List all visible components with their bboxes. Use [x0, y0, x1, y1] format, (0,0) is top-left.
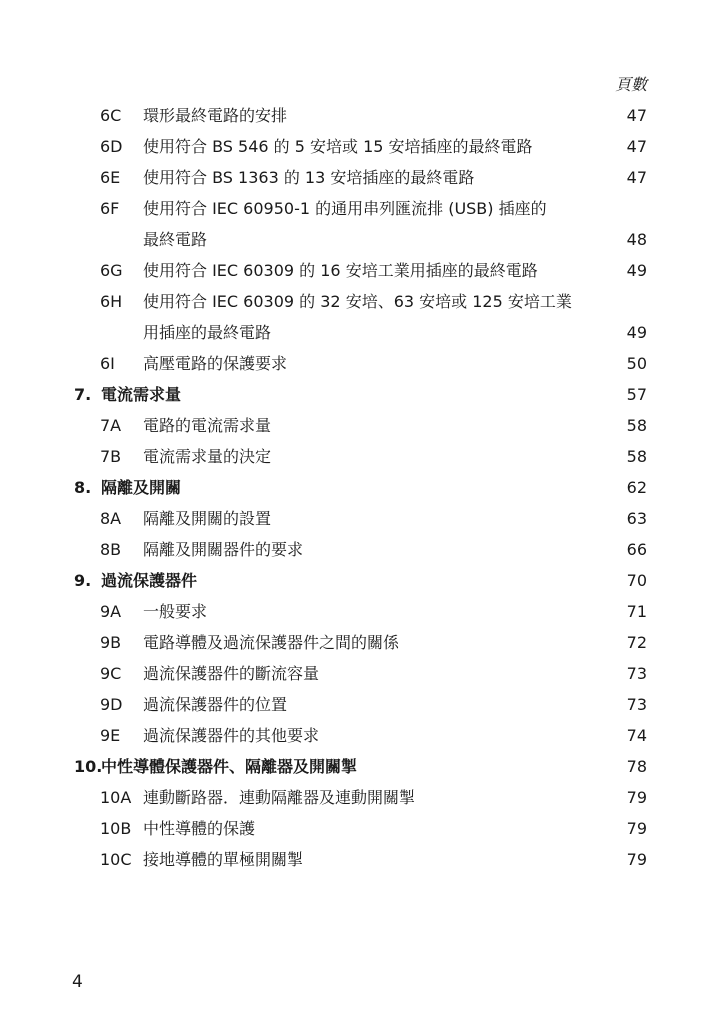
toc-entry-number: 6E: [100, 168, 121, 187]
toc-entry-6i: [0, 348, 721, 379]
toc-chapter-page: 78: [626, 757, 647, 776]
toc-entry-page: 79: [626, 850, 647, 869]
toc-entry-number: 8B: [100, 540, 122, 559]
toc-entry-number: 9E: [100, 726, 121, 745]
toc-entry-9c: [0, 658, 721, 689]
toc-entry-page: 71: [626, 602, 647, 621]
toc-entry-title: 環形最終電路的安排: [143, 106, 288, 125]
toc-entry-title: 使用符合 BS 1363 的 13 安培插座的最終電路: [143, 168, 475, 187]
toc-entry-title: 最終電路: [143, 230, 208, 249]
toc-entry-number: 6I: [100, 354, 115, 373]
toc-entry-6e: [0, 162, 721, 193]
toc-chapter-page: 57: [626, 385, 647, 404]
toc-entry-title: 過流保護器件的斷流容量: [143, 664, 320, 683]
toc-entry-6h-continued: [0, 317, 721, 348]
page-column-header: 頁數: [614, 75, 647, 94]
toc-entry-title: 使用符合 BS 546 的 5 安培或 15 安培插座的最終電路: [143, 137, 533, 156]
toc-entry-page: 49: [626, 323, 647, 342]
toc-entry-page: 47: [626, 137, 647, 156]
toc-entry-8a: [0, 503, 721, 534]
toc-entry-number: 6D: [100, 137, 123, 156]
toc-entry-page: 58: [626, 447, 647, 466]
toc-entry-number: 10A: [100, 788, 132, 807]
toc-chapter-title: 電流需求量: [101, 385, 182, 404]
toc-entry-page: 66: [626, 540, 647, 559]
toc-entry-title: 中性導體的保護: [143, 819, 256, 838]
toc-entry-9e: [0, 720, 721, 751]
toc-entry-number: 7B: [100, 447, 122, 466]
toc-entry-number: 9C: [100, 664, 122, 683]
toc-entry-title: 接地導體的單極開關掣: [143, 850, 304, 869]
toc-entry-page: 47: [626, 168, 647, 187]
toc-chapter-7: [0, 379, 721, 410]
page-number: 4: [72, 972, 83, 992]
toc-entry-title: 連動斷路器．連動隔離器及連動開關掣: [143, 788, 416, 807]
toc-entry-page: 79: [626, 819, 647, 838]
toc-entry-title: 隔離及開關器件的要求: [143, 540, 304, 559]
toc-entry-7b: [0, 441, 721, 472]
toc-entry-title: 用插座的最終電路: [143, 323, 272, 342]
toc-chapter-10: [0, 751, 721, 782]
toc-chapter-number: 10.: [74, 757, 103, 776]
toc-entry-7a: [0, 410, 721, 441]
toc-entry-title: 過流保護器件的位置: [143, 695, 288, 714]
toc-entry-9b: [0, 627, 721, 658]
toc-entry-title: 一般要求: [143, 602, 208, 621]
toc-entry-title: 電路的電流需求量: [143, 416, 272, 435]
toc-entry-title: 使用符合 IEC 60309 的 32 安培、63 安培或 125 安培工業: [143, 292, 572, 311]
toc-entry-number: 6F: [100, 199, 120, 218]
toc-chapter-9: [0, 565, 721, 596]
toc-entry-6g: [0, 255, 721, 286]
toc-entry-title: 過流保護器件的其他要求: [143, 726, 320, 745]
toc-entry-number: 6C: [100, 106, 122, 125]
toc-entry-number: 6G: [100, 261, 123, 280]
toc-entry-10a: [0, 782, 721, 813]
toc-chapter-number: 9.: [74, 571, 92, 590]
toc-entry-page: 47: [626, 106, 647, 125]
toc-entry-page: 58: [626, 416, 647, 435]
toc-entry-title: 使用符合 IEC 60309 的 16 安培工業用插座的最終電路: [143, 261, 538, 280]
toc-entry-number: 9B: [100, 633, 122, 652]
toc-entry-number: 9A: [100, 602, 122, 621]
toc-entry-page: 50: [626, 354, 647, 373]
toc-entry-page: 73: [626, 664, 647, 683]
toc-entry-6f-continued: [0, 224, 721, 255]
toc-entry-10b: [0, 813, 721, 844]
toc-entry-number: 10B: [100, 819, 132, 838]
toc-entry-title: 隔離及開關的設置: [143, 509, 272, 528]
toc-entry-number: 6H: [100, 292, 123, 311]
toc-entry-8b: [0, 534, 721, 565]
toc-entry-6h: [0, 286, 721, 317]
toc-chapter-number: 8.: [74, 478, 92, 497]
toc-entry-number: 10C: [100, 850, 132, 869]
toc-entry-page: 72: [626, 633, 647, 652]
toc-chapter-page: 70: [626, 571, 647, 590]
toc-chapter-page: 62: [626, 478, 647, 497]
toc-entry-10c: [0, 844, 721, 875]
toc-entry-6c: [0, 100, 721, 131]
toc-entry-page: 48: [626, 230, 647, 249]
toc-entry-6f: [0, 193, 721, 224]
toc-chapter-number: 7.: [74, 385, 92, 404]
toc-entry-page: 73: [626, 695, 647, 714]
toc-entry-title: 高壓電路的保護要求: [143, 354, 288, 373]
toc-entry-page: 63: [626, 509, 647, 528]
toc-chapter-title: 中性導體保護器件、隔離器及開關掣: [101, 757, 358, 776]
toc-chapter-8: [0, 472, 721, 503]
toc-entry-9a: [0, 596, 721, 627]
toc-chapter-title: 過流保護器件: [101, 571, 198, 590]
toc-entry-page: 49: [626, 261, 647, 280]
toc-entry-number: 9D: [100, 695, 123, 714]
toc-entry-9d: [0, 689, 721, 720]
toc-entry-page: 74: [626, 726, 647, 745]
toc-entry-number: 7A: [100, 416, 122, 435]
toc-entry-6d: [0, 131, 721, 162]
toc-entry-title: 電流需求量的決定: [143, 447, 272, 466]
toc-entry-title: 使用符合 IEC 60950-1 的通用串列匯流排 (USB) 插座的: [143, 199, 547, 218]
toc-entry-title: 電路導體及過流保護器件之間的關係: [143, 633, 400, 652]
toc-entry-page: 79: [626, 788, 647, 807]
toc-entry-number: 8A: [100, 509, 122, 528]
toc-chapter-title: 隔離及開關: [101, 478, 182, 497]
